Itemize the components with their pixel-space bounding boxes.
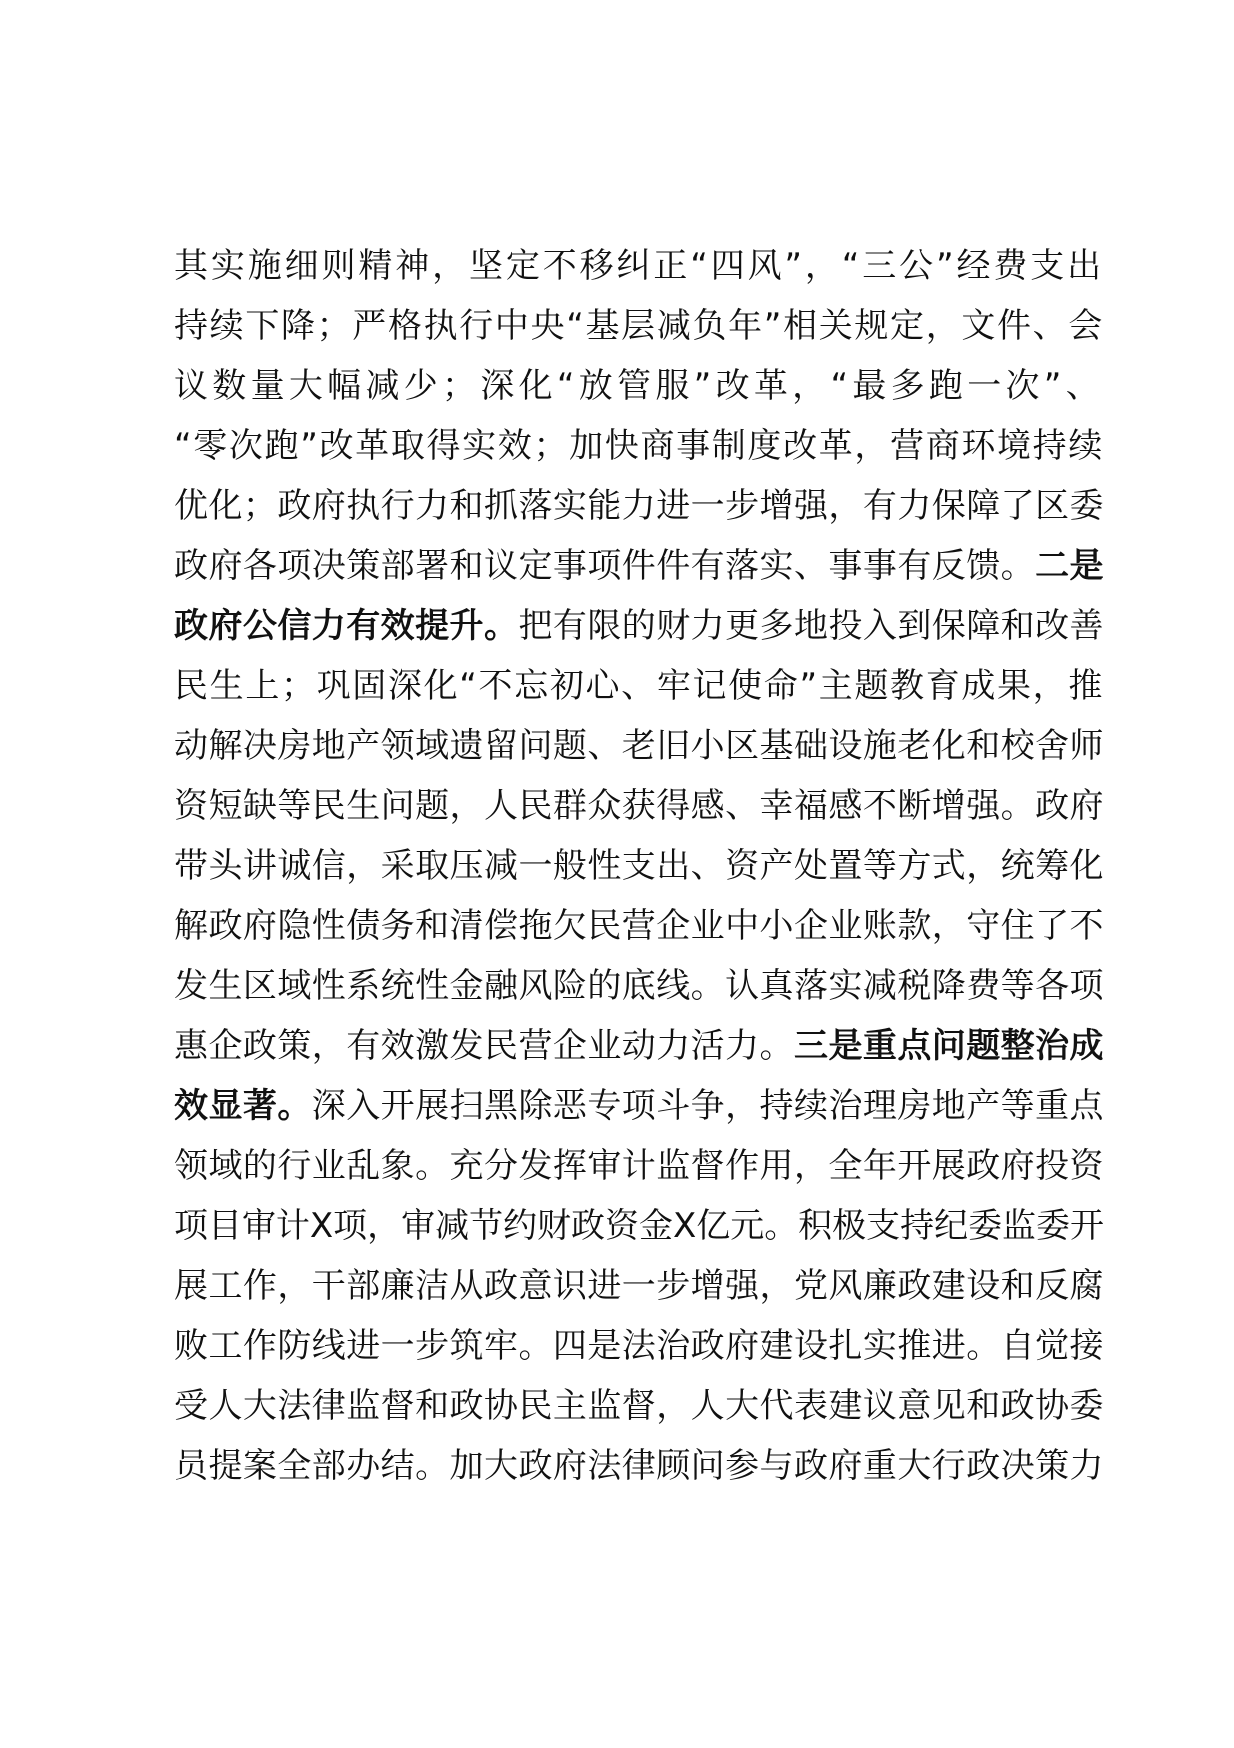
text-segment: 政府各项决策部署和议定事项件件有落实、事事有反馈。 [174, 546, 1036, 586]
text-line [174, 1376, 1104, 1436]
text-segment: 展工作，干部廉洁从政意识进一步增强，党风廉政建设和反腐 [174, 1266, 1104, 1306]
text-segment: 深入开展扫黑除恶专项斗争，持续治理房地产等重点 [311, 1086, 1104, 1126]
text-line [174, 476, 1104, 536]
bold-text-segment: 政府公信力有效提升。 [174, 606, 519, 646]
text-line [174, 776, 1104, 836]
text-line [174, 716, 1104, 776]
text-segment: 发生区域性系统性金融风险的底线。认真落实减税降费等各项 [174, 966, 1104, 1006]
text-line [174, 1256, 1104, 1316]
text-line [174, 356, 1104, 416]
text-line [174, 1436, 1104, 1496]
text-segment: 议数量大幅减少；深化“放管服”改革，“最多跑一次”、 [174, 366, 1104, 406]
text-segment: 惠企政策，有效激发民营企业动力活力。 [174, 1026, 794, 1066]
text-segment: 民生上；巩固深化“不忘初心、牢记使命”主题教育成果，推 [174, 666, 1104, 706]
text-line [174, 956, 1104, 1016]
bold-text-segment: 效显著。 [174, 1086, 312, 1126]
text-segment: 优化；政府执行力和抓落实能力进一步增强，有力保障了区委 [174, 486, 1104, 526]
text-line [174, 896, 1104, 956]
text-segment: 败工作防线进一步筑牢。四是法治政府建设扎实推进。自觉接 [174, 1326, 1104, 1366]
text-line [174, 416, 1104, 476]
bold-text-segment: 二是 [1035, 546, 1104, 586]
text-segment: 动解决房地产领域遗留问题、老旧小区基础设施老化和校舍师 [174, 726, 1104, 766]
text-line [174, 596, 1104, 656]
text-line [174, 236, 1104, 296]
text-line [174, 1136, 1104, 1196]
text-line [174, 536, 1104, 596]
text-segment: 资短缺等民生问题，人民群众获得感、幸福感不断增强。政府 [174, 786, 1104, 826]
text-line [174, 836, 1104, 896]
text-line [174, 1076, 1104, 1136]
text-segment: 解政府隐性债务和清偿拖欠民营企业中小企业账款，守住了不 [174, 906, 1104, 946]
text-line [174, 1316, 1104, 1376]
text-line [174, 1016, 1104, 1076]
text-segment: 受人大法律监督和政协民主监督，人大代表建议意见和政协委 [174, 1386, 1104, 1426]
text-segment: 持续下降；严格执行中央“基层减负年”相关规定，文件、会 [174, 306, 1104, 346]
text-segment: 项目审计X项，审减节约财政资金X亿元。积极支持纪委监委开 [174, 1206, 1104, 1246]
text-segment: 带头讲诚信，采取压减一般性支出、资产处置等方式，统筹化 [174, 846, 1104, 886]
text-segment: “零次跑”改革取得实效；加快商事制度改革，营商环境持续 [174, 426, 1104, 466]
text-segment: 其实施细则精神，坚定不移纠正“四风”，“三公”经费支出 [174, 246, 1104, 286]
text-line [174, 296, 1104, 356]
text-line [174, 656, 1104, 716]
body-paragraph [174, 236, 1104, 1496]
text-line [174, 1196, 1104, 1256]
text-segment: 把有限的财力更多地投入到保障和改善 [518, 606, 1104, 646]
bold-text-segment: 三是重点问题整治成 [794, 1026, 1104, 1066]
text-segment: 员提案全部办结。加大政府法律顾问参与政府重大行政决策力 [174, 1446, 1104, 1486]
text-segment: 领域的行业乱象。充分发挥审计监督作用，全年开展政府投资 [174, 1146, 1104, 1186]
